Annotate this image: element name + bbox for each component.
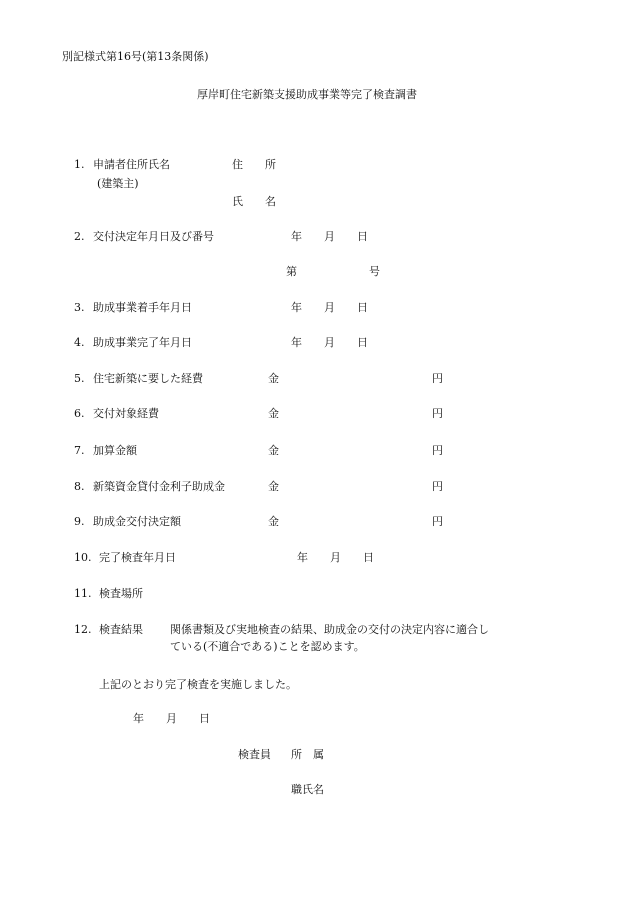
address-label: 住 所: [232, 158, 276, 171]
item-number: 2.: [74, 230, 85, 243]
kin-label: 金: [268, 372, 279, 385]
completion-statement: 上記のとおり完了検査を実施しました。: [99, 678, 297, 691]
kin-label: 金: [268, 444, 279, 457]
item-label: 検査場所: [99, 587, 143, 600]
yen-label: 円: [432, 372, 443, 385]
item-number: 8.: [74, 480, 85, 493]
number-prefix: 第: [286, 265, 297, 278]
item-label: 交付対象経費: [93, 407, 159, 420]
yen-label: 円: [432, 480, 443, 493]
number-suffix: 号: [369, 265, 380, 278]
item-label: 交付決定年月日及び番号: [93, 230, 214, 243]
item-number: 1.: [74, 158, 85, 171]
item-label: 申請者住所氏名: [93, 158, 170, 171]
yen-label: 円: [432, 444, 443, 457]
result-text-line1: 関係書類及び実地検査の結果、助成金の交付の決定内容に適合し: [170, 623, 489, 636]
item-number: 5.: [74, 372, 85, 385]
kin-label: 金: [268, 407, 279, 420]
document-title: 厚岸町住宅新築支援助成事業等完了検査調書: [197, 88, 417, 101]
date-field: 年 月 日: [291, 230, 368, 243]
kin-label: 金: [268, 515, 279, 528]
signature-date: 年 月 日: [133, 712, 210, 725]
item-label: 完了検査年月日: [99, 551, 176, 564]
inspector-label: 検査員: [238, 748, 271, 761]
form-number: 別記様式第16号(第13条関係): [62, 50, 209, 63]
item-label: 住宅新築に要した経費: [93, 372, 203, 385]
item-label: 助成事業完了年月日: [93, 336, 192, 349]
item-label: 新築資金貸付金利子助成金: [93, 480, 225, 493]
date-field: 年 月 日: [297, 551, 374, 564]
official-name-label: 職氏名: [291, 783, 324, 796]
item-label: 加算金額: [93, 444, 137, 457]
kin-label: 金: [268, 480, 279, 493]
item-number: 6.: [74, 407, 85, 420]
yen-label: 円: [432, 407, 443, 420]
yen-label: 円: [432, 515, 443, 528]
item-label: 助成事業着手年月日: [93, 301, 192, 314]
item-number: 12.: [74, 623, 92, 636]
item-number: 9.: [74, 515, 85, 528]
date-field: 年 月 日: [291, 301, 368, 314]
item-sub-label: (建築主): [97, 177, 139, 190]
item-number: 7.: [74, 444, 85, 457]
affiliation-label: 所 属: [291, 748, 324, 761]
result-text-line2: ている(不適合である)ことを認めます。: [170, 640, 365, 653]
item-label: 検査結果: [99, 623, 143, 636]
item-number: 11.: [74, 587, 92, 600]
item-number: 3.: [74, 301, 85, 314]
item-number: 10.: [74, 551, 92, 564]
item-number: 4.: [74, 336, 85, 349]
name-label: 氏 名: [232, 195, 276, 208]
item-label: 助成金交付決定額: [93, 515, 181, 528]
date-field: 年 月 日: [291, 336, 368, 349]
